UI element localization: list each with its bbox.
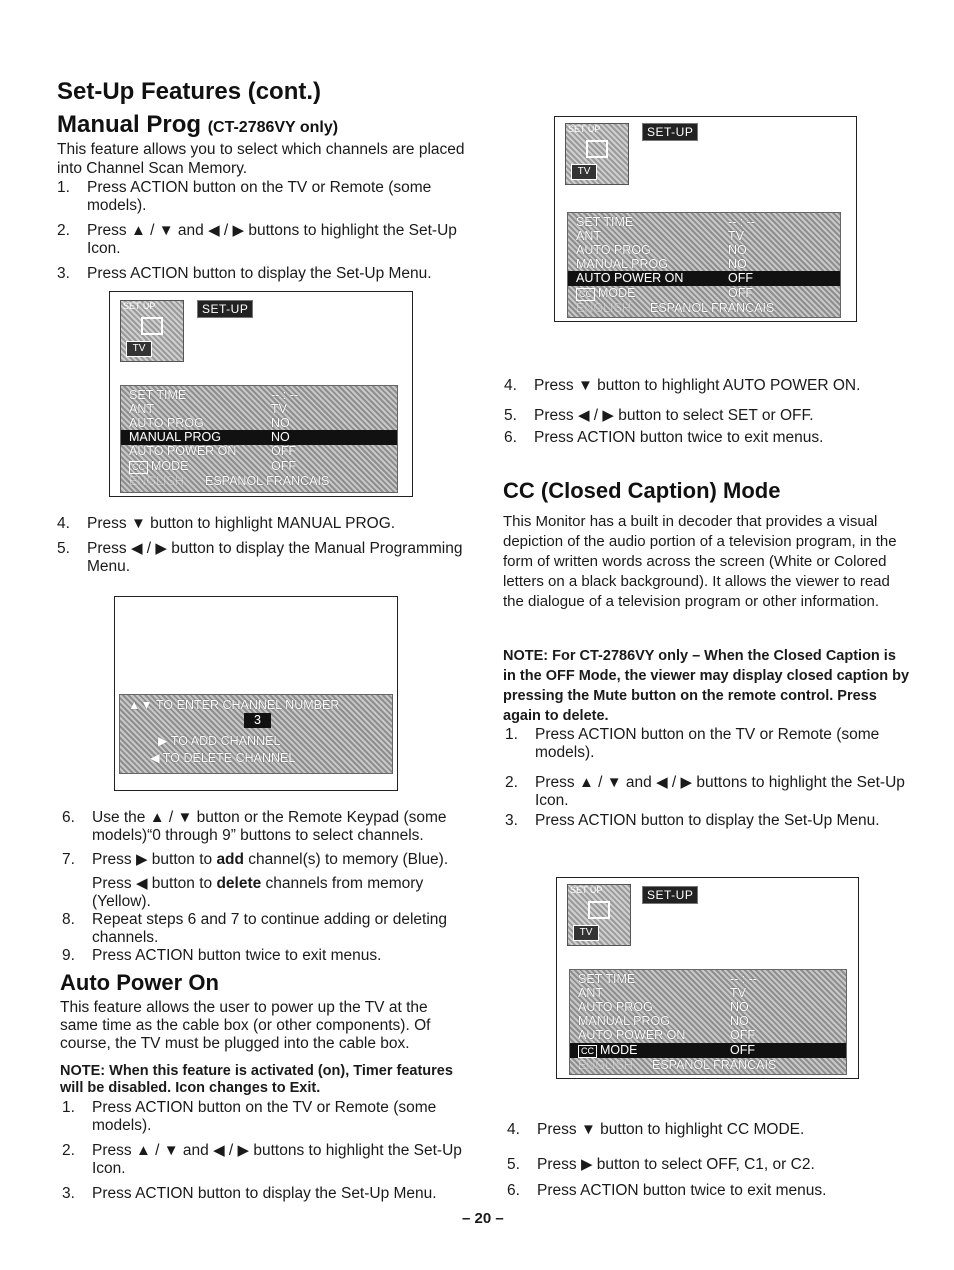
- menu-row-manual-prog: MANUAL PROG NO: [576, 257, 747, 271]
- down-arrow-icon: ▼: [163, 1142, 179, 1159]
- down-arrow-icon: ▼: [580, 1121, 596, 1138]
- manual-prog-steps-2: [57, 515, 467, 583]
- menu-row-cc-mode: CC MODE OFF: [568, 286, 840, 301]
- cc-icon: CC: [576, 288, 595, 301]
- right-arrow-icon: ▶: [155, 540, 167, 557]
- setup-menu-list: [567, 212, 841, 318]
- menu-row-language: ENGLISH ESPANOL FRANCAIS: [576, 301, 775, 315]
- cc-note: NOTE: For CT-2786VY only – When the Closed Caption is in the OFF Mode, the viewer may display closed caption by pressing the Mute button on the remote control. Press again to delete.: [503, 648, 910, 724]
- list-item: 4. Press ▼ button to highlight MANUAL PROG.: [57, 515, 396, 532]
- manual-prog-intro: This feature allows you to select which channels are placed into Channel Scan Memory.: [57, 141, 465, 177]
- menu-row-ant: ANT TV: [578, 986, 746, 1000]
- setup-menu-screen-auto-power: [554, 116, 857, 322]
- cc-icon: CC: [129, 461, 148, 474]
- menu-row-set-time: SET TIME -- : --: [129, 388, 299, 402]
- up-arrow-icon: ▲: [135, 1142, 151, 1159]
- list-item: 3. Press ACTION button to display the Set-Up Menu.: [57, 265, 432, 282]
- page-number: – 20 –: [462, 1210, 504, 1227]
- list-item: 1. Press ACTION button on the TV or Remote (some models).: [57, 179, 432, 214]
- menu-row-cc-mode: CC MODE OFF: [121, 459, 397, 474]
- cc-heading: CC (Closed Caption) Mode: [503, 478, 781, 503]
- setup-icon: SET UP TV: [120, 300, 184, 362]
- left-arrow-icon: ◀: [130, 540, 143, 557]
- left-arrow-icon: ◀: [656, 774, 668, 791]
- menu-row-auto-prog: AUTO PROG NO: [129, 416, 290, 430]
- left-arrow-icon: ◀: [135, 875, 148, 892]
- channel-number: 3: [244, 713, 271, 728]
- manual-prog-model: (CT-2786VY only): [207, 119, 339, 136]
- manual-prog-steps: [57, 179, 467, 290]
- channel-menu: [119, 694, 393, 774]
- menu-row-language: ENGLISH ESPANOL FRANCAIS: [129, 474, 330, 488]
- menu-row-language: ENGLISH ESPANOL FRANCAIS: [578, 1058, 777, 1072]
- section-title: Set-Up Features (cont.): [57, 78, 322, 105]
- menu-row-ant: ANT TV: [576, 229, 744, 243]
- setup-icon: SET UP TV: [565, 123, 629, 185]
- setup-icon: SET UP TV: [567, 884, 631, 946]
- setup-menu-screen-manual: [109, 291, 413, 497]
- down-arrow-icon: ▼: [130, 515, 146, 532]
- down-arrow-icon: ▼: [158, 222, 174, 239]
- cc-intro: This Monitor has a built in decoder that provides a visual depiction of the audio portion of a television program, in the form of written words across the screen (White or Colored letters on a black background). It allows the viewer to read the dialogue of a television program or other information.: [503, 513, 897, 610]
- menu-row-set-time: SET TIME -- : --: [576, 215, 756, 229]
- left-arrow-icon: ◀: [150, 751, 163, 765]
- right-arrow-icon: ▶: [232, 222, 245, 239]
- list-item: Press ◀ button to delete channels from memory (Yellow).: [92, 875, 424, 910]
- list-item: 3. Press ACTION button to display the Set-Up Menu.: [62, 1185, 437, 1202]
- setup-menu-screen-cc: [556, 877, 859, 1079]
- manual-prog-steps-3: [62, 809, 468, 972]
- up-arrow-icon: ▲: [578, 774, 594, 791]
- menu-row-auto-power: AUTO POWER ON OFF: [568, 271, 840, 286]
- list-item: 4. Press ▼ button to highlight CC MODE.: [507, 1121, 805, 1138]
- right-arrow-icon: ▶: [158, 734, 171, 748]
- menu-row-ant: ANT TV: [129, 402, 287, 416]
- list-item: 5. Press ◀ / ▶ button to display the Manual Programming Menu.: [57, 540, 463, 575]
- list-item: 4. Press ▼ button to highlight AUTO POWER ON.: [504, 377, 861, 394]
- list-item: 5. Press ▶ button to select OFF, C1, or C2.: [507, 1156, 815, 1173]
- list-item: 2. Press ▲ / ▼ and ◀ / ▶ buttons to highlight the Set-Up Icon.: [62, 1142, 462, 1177]
- right-arrow-icon: ▶: [135, 851, 148, 868]
- left-arrow-icon: ◀: [208, 222, 220, 239]
- menu-row-auto-power: AUTO POWER ON OFF: [129, 444, 296, 458]
- setup-tag: SET-UP: [642, 123, 698, 141]
- list-item: 6. Press ACTION button twice to exit menus.: [504, 429, 824, 446]
- list-item: 2. Press ▲ / ▼ and ◀ / ▶ buttons to highlight the Set-Up Icon.: [57, 222, 457, 257]
- channel-number-row: [120, 713, 392, 728]
- list-item: 6. Use the ▲ / ▼ button or the Remote Keypad (some models)“0 through 9” buttons to select channels.: [62, 809, 447, 844]
- up-arrow-icon: ▲: [149, 809, 165, 826]
- auto-power-intro: This feature allows the user to power up the TV at the same time as the cable box (or other components). Of course, the TV must be plugged into the cable box.: [60, 999, 431, 1052]
- list-item: 1. Press ACTION button on the TV or Remote (some models).: [62, 1099, 437, 1134]
- manual-prog-title: Manual Prog: [57, 111, 202, 138]
- menu-row-manual-prog: MANUAL PROG NO: [578, 1014, 749, 1028]
- channel-menu-delete: ◀ TO DELETE CHANNEL: [150, 751, 296, 765]
- menu-row-auto-prog: AUTO PROG NO: [576, 243, 747, 257]
- down-arrow-icon: ▼: [577, 377, 593, 394]
- list-item: 5. Press ◀ / ▶ button to select SET or OFF.: [504, 407, 814, 424]
- cc-steps-2: [507, 1121, 913, 1207]
- manual-programming-screen: [114, 596, 398, 791]
- auto-power-note: NOTE: When this feature is activated (on), Timer features will be disabled. Icon changes to Exit.: [60, 1063, 453, 1096]
- right-arrow-icon: ▶: [680, 774, 693, 791]
- list-item: 1. Press ACTION button on the TV or Remote (some models).: [505, 726, 880, 761]
- left-arrow-icon: ◀: [213, 1142, 225, 1159]
- right-arrow-icon: ▶: [602, 407, 614, 424]
- right-arrow-icon: ▶: [580, 1156, 593, 1173]
- list-item: 8. Repeat steps 6 and 7 to continue adding or deleting channels.: [62, 911, 448, 946]
- menu-row-cc-mode: CC MODE OFF: [570, 1043, 846, 1058]
- down-arrow-icon: ▼: [606, 774, 622, 791]
- menu-row-manual-prog: MANUAL PROG NO: [121, 430, 397, 445]
- auto-power-steps: [62, 1099, 468, 1210]
- channel-menu-enter: ▲▼ TO ENTER CHANNEL NUMBER: [128, 698, 340, 712]
- up-down-icon: ▲▼: [128, 698, 156, 712]
- list-item: 2. Press ▲ / ▼ and ◀ / ▶ buttons to highlight the Set-Up Icon.: [505, 774, 905, 809]
- cc-icon: CC: [578, 1045, 597, 1058]
- channel-menu-add: ▶ TO ADD CHANNEL: [158, 734, 281, 748]
- setup-tag: SET-UP: [197, 300, 253, 318]
- left-arrow-icon: ◀: [577, 407, 590, 424]
- down-arrow-icon: ▼: [177, 809, 193, 826]
- menu-row-auto-power: AUTO POWER ON OFF: [578, 1028, 755, 1042]
- cc-steps: [505, 726, 911, 837]
- setup-menu-list: [569, 969, 847, 1075]
- menu-row-auto-prog: AUTO PROG NO: [578, 1000, 749, 1014]
- list-item: 6. Press ACTION button twice to exit menus.: [507, 1182, 827, 1199]
- list-item: 7. Press ▶ button to add channel(s) to memory (Blue).: [62, 851, 449, 868]
- manual-prog-heading: [57, 111, 338, 139]
- auto-power-heading: Auto Power On: [60, 970, 219, 995]
- list-item: 3. Press ACTION button to display the Set-Up Menu.: [505, 812, 880, 829]
- list-item: 9. Press ACTION button twice to exit menus.: [62, 947, 382, 964]
- auto-power-steps-2: [504, 377, 914, 454]
- menu-row-set-time: SET TIME -- : --: [578, 972, 758, 986]
- setup-tag: SET-UP: [642, 886, 698, 904]
- up-arrow-icon: ▲: [130, 222, 146, 239]
- setup-menu-list: [120, 385, 398, 493]
- right-arrow-icon: ▶: [237, 1142, 250, 1159]
